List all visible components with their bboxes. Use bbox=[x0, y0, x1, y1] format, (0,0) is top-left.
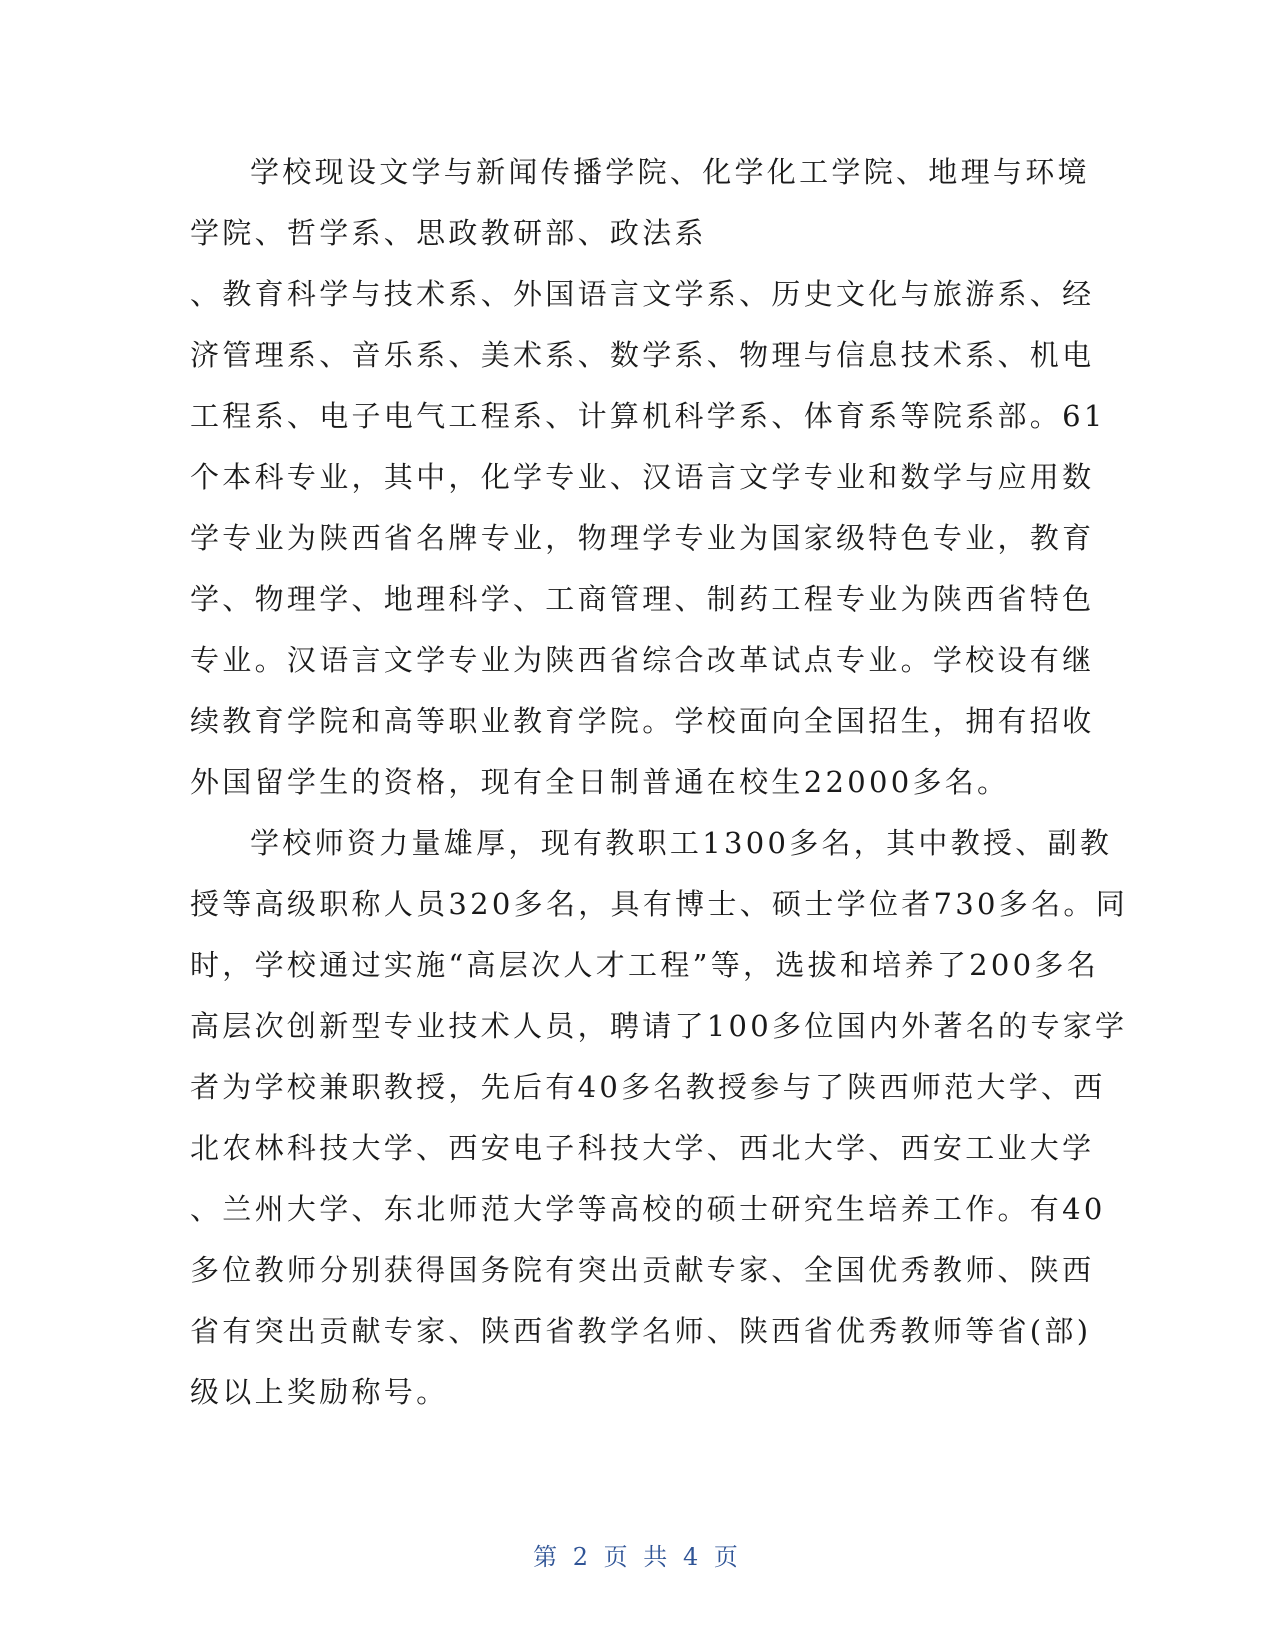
paragraph-2-line-3: 时，学校通过实施“高层次人才工程”等，选拔和培养了200多名 bbox=[190, 948, 1100, 982]
footer-middle: 页 共 bbox=[603, 1543, 672, 1571]
paragraph-2-line-1: 学校师资力量雄厚，现有教职工1300多名，其中教授、副教 bbox=[250, 826, 1113, 860]
paragraph-2-line-9: 省有突出贡献专家、陕西省教学名师、陕西省优秀教师等省(部) bbox=[190, 1314, 1092, 1348]
paragraph-2-line-6: 北农林科技大学、西安电子科技大学、西北大学、西安工业大学 bbox=[190, 1131, 1095, 1165]
paragraph-1-line-8: 学、物理学、地理科学、工商管理、制药工程专业为陕西省特色 bbox=[190, 582, 1095, 616]
paragraph-1-line-3: 、教育科学与技术系、外国语言文学系、历史文化与旅游系、经 bbox=[190, 277, 1095, 311]
body-text bbox=[190, 142, 1129, 1423]
footer-suffix: 页 bbox=[713, 1543, 742, 1571]
paragraph-1-line-1: 学校现设文学与新闻传播学院、化学化工学院、地理与环境 bbox=[250, 155, 1090, 189]
total-pages-number: 4 bbox=[682, 1543, 703, 1571]
paragraph-1-line-6: 个本科专业，其中，化学专业、汉语言文学专业和数学与应用数 bbox=[190, 460, 1095, 494]
paragraph-2-line-8: 多位教师分别获得国务院有突出贡献专家、全国优秀教师、陕西 bbox=[190, 1253, 1095, 1287]
paragraph-1-line-2: 学院、哲学系、思政教研部、政法系 bbox=[190, 216, 707, 250]
paragraph-2-line-4: 高层次创新型专业技术人员，聘请了100多位国内外著名的专家学 bbox=[190, 1009, 1128, 1043]
paragraph-1-line-9: 专业。汉语言文学专业为陕西省综合改革试点专业。学校设有继 bbox=[190, 643, 1095, 677]
paragraph-1-line-11: 外国留学生的资格，现有全日制普通在校生22000多名。 bbox=[190, 765, 1010, 799]
footer-prefix: 第 bbox=[533, 1543, 562, 1571]
paragraph-1-line-7: 学专业为陕西省名牌专业，物理学专业为国家级特色专业，教育 bbox=[190, 521, 1095, 555]
page-footer bbox=[0, 1537, 1275, 1572]
paragraph-2-line-2: 授等高级职称人员320多名，具有博士、硕士学位者730多名。同 bbox=[190, 887, 1129, 921]
paragraph-2-line-5: 者为学校兼职教授，先后有40多名教授参与了陕西师范大学、西 bbox=[190, 1070, 1106, 1104]
paragraph-1-line-10: 续教育学院和高等职业教育学院。学校面向全国招生，拥有招收 bbox=[190, 704, 1095, 738]
paragraph-1-line-4: 济管理系、音乐系、美术系、数学系、物理与信息技术系、机电 bbox=[190, 338, 1095, 372]
paragraph-1-line-5: 工程系、电子电气工程系、计算机科学系、体育系等院系部。61 bbox=[190, 399, 1106, 433]
current-page-number: 2 bbox=[572, 1543, 593, 1571]
paragraph-2-line-7: 、兰州大学、东北师范大学等高校的硕士研究生培养工作。有40 bbox=[190, 1192, 1106, 1226]
paragraph-2-line-10: 级以上奖励称号。 bbox=[190, 1375, 449, 1409]
